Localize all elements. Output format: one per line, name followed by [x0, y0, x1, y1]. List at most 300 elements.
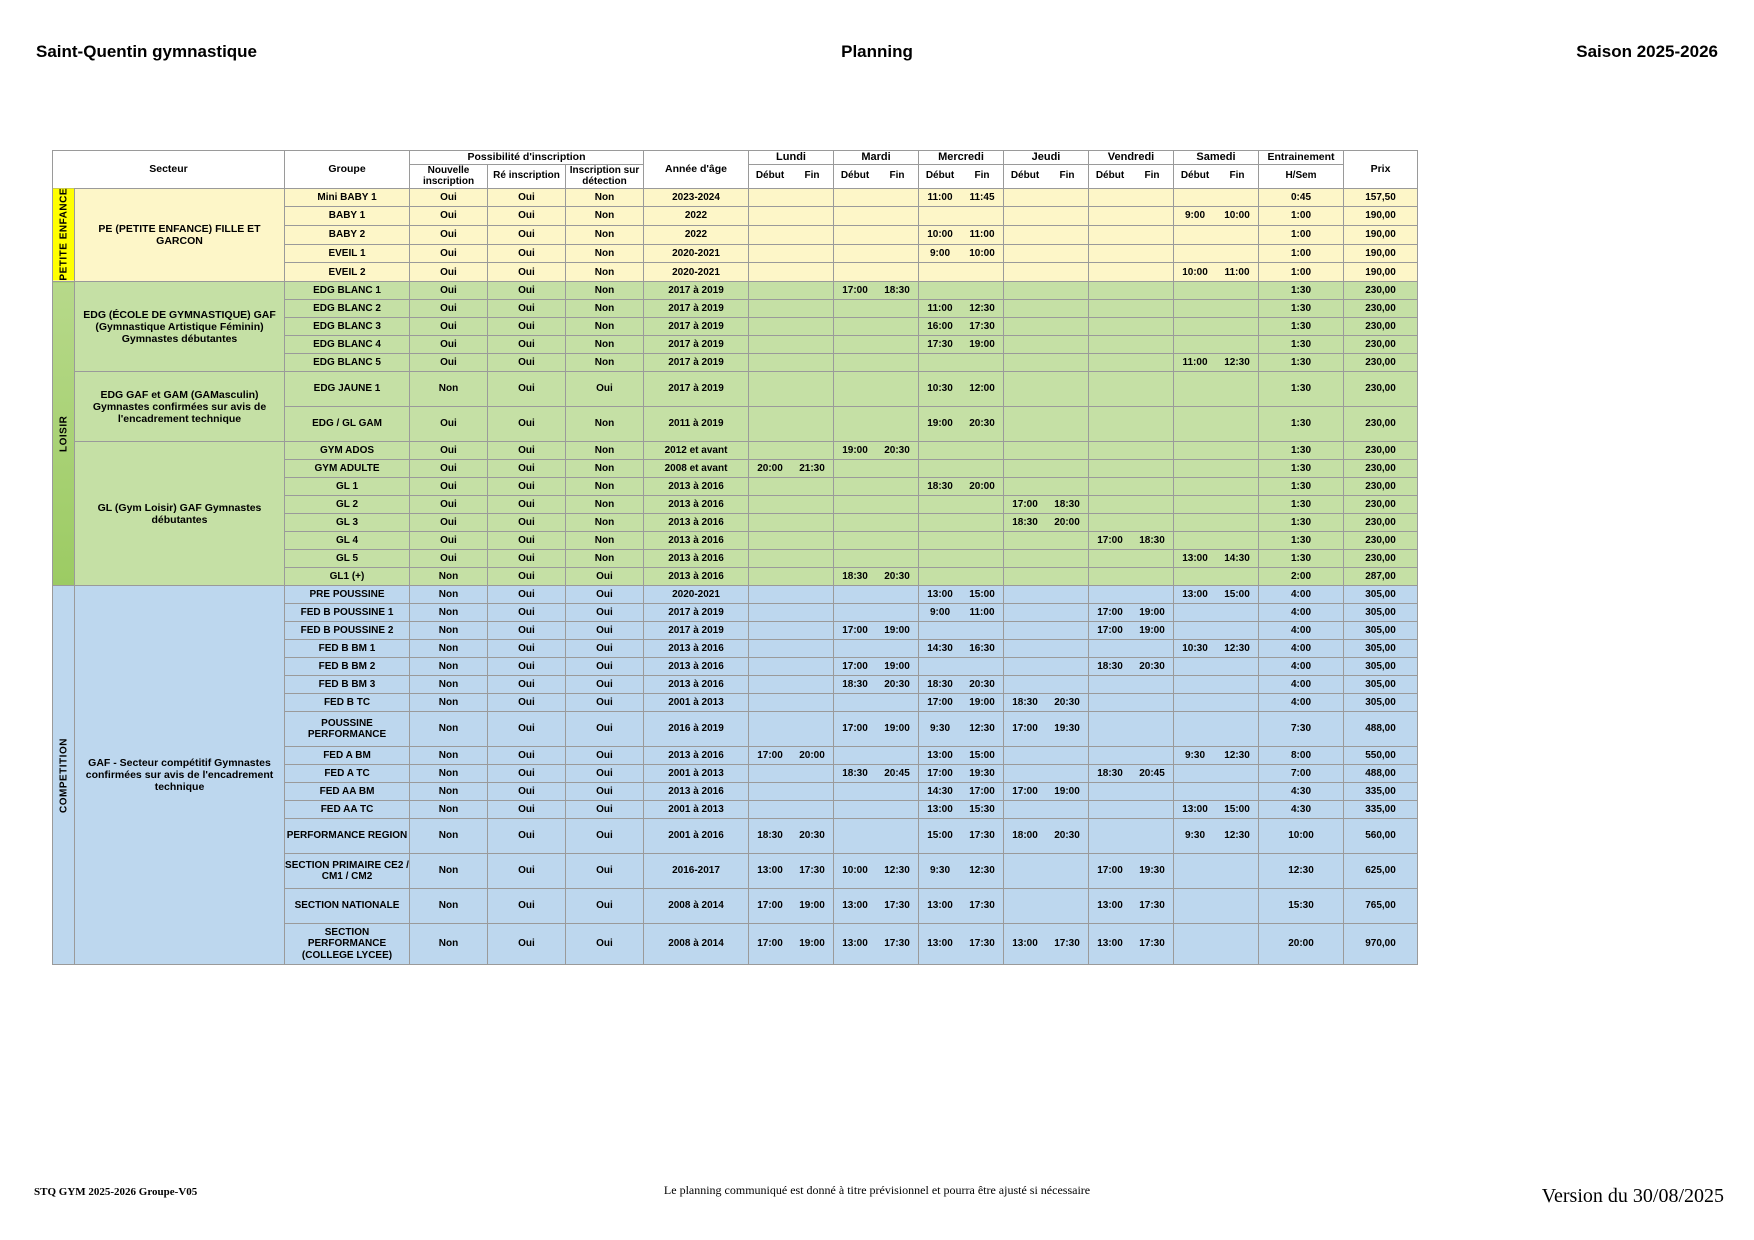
table-row [53, 442, 1418, 460]
slot-samedi [1174, 263, 1259, 282]
nouvelle-inscription-cell: Non [410, 712, 488, 747]
slot-mardi [834, 514, 919, 532]
slot-mercredi [919, 318, 1004, 336]
nouvelle-inscription-cell: Oui [410, 532, 488, 550]
group-name: BABY 2 [285, 226, 410, 245]
slot-start: 17:00 [927, 767, 953, 779]
annee-age-cell: 2001 à 2013 [644, 765, 749, 783]
slot-end: 19:00 [969, 696, 995, 708]
annee-age-cell: 2008 et avant [644, 460, 749, 478]
annee-age-cell: 2011 à 2019 [644, 407, 749, 442]
slot-lundi [749, 783, 834, 801]
slot-mercredi [919, 460, 1004, 478]
slot-start: 17:00 [1097, 534, 1123, 546]
nouvelle-inscription-cell: Non [410, 819, 488, 854]
slot-jeudi [1004, 460, 1089, 478]
group-name: FED B POUSSINE 1 [285, 604, 410, 622]
slot-start: 19:00 [927, 418, 953, 430]
group-name: GL 3 [285, 514, 410, 532]
group-name: FED A BM [285, 747, 410, 765]
group-name: GL 2 [285, 496, 410, 514]
nouvelle-inscription-cell: Oui [410, 496, 488, 514]
slot-mercredi [919, 924, 1004, 965]
slot-lundi [749, 622, 834, 640]
slot-mardi [834, 604, 919, 622]
re-inscription-cell: Oui [488, 819, 566, 854]
inscription-detection-cell: Non [566, 300, 644, 318]
nouvelle-inscription-cell: Oui [410, 407, 488, 442]
re-inscription-cell: Oui [488, 496, 566, 514]
version-label: Version du 30/08/2025 [1541, 1185, 1724, 1207]
table-body [53, 188, 1418, 965]
hours-per-week-cell: 4:30 [1259, 783, 1344, 801]
hours-per-week-cell: 8:00 [1259, 747, 1344, 765]
slot-jeudi [1004, 407, 1089, 442]
slot-lundi [749, 263, 834, 282]
annee-age-cell: 2017 à 2019 [644, 336, 749, 354]
nouvelle-inscription-cell: Oui [410, 282, 488, 300]
group-name: FED A TC [285, 765, 410, 783]
slot-mercredi [919, 819, 1004, 854]
slot-end: 12:30 [1224, 642, 1250, 654]
inscription-detection-cell: Non [566, 354, 644, 372]
slot-jeudi [1004, 604, 1089, 622]
nouvelle-inscription-cell: Non [410, 854, 488, 889]
price-cell: 230,00 [1344, 282, 1418, 300]
slot-end: 12:30 [1224, 356, 1250, 368]
hours-per-week-cell: 2:00 [1259, 568, 1344, 586]
hours-per-week-cell: 1:30 [1259, 532, 1344, 550]
price-cell: 335,00 [1344, 783, 1418, 801]
slot-end: 20:30 [1054, 696, 1080, 708]
slot-start: 13:00 [1182, 552, 1208, 564]
slot-mercredi [919, 604, 1004, 622]
sector-label-edg_blanc: EDG (ÉCOLE DE GYMNASTIQUE) GAF (Gymnastique Artistique Féminin) Gymnastes débutantes [75, 282, 285, 372]
slot-start: 9:00 [1184, 210, 1205, 222]
slot-end: 19:00 [1054, 785, 1080, 797]
price-cell: 550,00 [1344, 747, 1418, 765]
group-name: FED AA BM [285, 783, 410, 801]
slot-jeudi [1004, 712, 1089, 747]
slot-end: 17:30 [969, 900, 995, 912]
slot-mardi [834, 244, 919, 263]
slot-samedi [1174, 658, 1259, 676]
slot-jeudi [1004, 478, 1089, 496]
slot-vendredi [1089, 801, 1174, 819]
slot-lundi [749, 801, 834, 819]
price-cell: 287,00 [1344, 568, 1418, 586]
slot-mardi [834, 568, 919, 586]
nouvelle-inscription-cell: Oui [410, 207, 488, 226]
inscription-detection-cell: Non [566, 496, 644, 514]
slot-end: 11:00 [969, 606, 995, 618]
inscription-detection-cell: Oui [566, 372, 644, 407]
inscription-detection-cell: Oui [566, 640, 644, 658]
nouvelle-inscription-cell: Non [410, 640, 488, 658]
price-cell: 157,50 [1344, 188, 1418, 207]
slot-start: 17:00 [1097, 865, 1123, 877]
slot-vendredi [1089, 676, 1174, 694]
annee-age-cell: 2022 [644, 226, 749, 245]
price-cell: 230,00 [1344, 318, 1418, 336]
hours-per-week-cell: 1:30 [1259, 460, 1344, 478]
slot-mardi [834, 207, 919, 226]
price-cell: 230,00 [1344, 514, 1418, 532]
slot-jeudi [1004, 819, 1089, 854]
slot-lundi [749, 568, 834, 586]
group-name: FED B BM 1 [285, 640, 410, 658]
slot-lundi [749, 407, 834, 442]
slot-jeudi [1004, 336, 1089, 354]
slot-vendredi [1089, 442, 1174, 460]
slot-jeudi [1004, 747, 1089, 765]
annee-age-cell: 2013 à 2016 [644, 640, 749, 658]
slot-mardi [834, 924, 919, 965]
slot-mercredi [919, 188, 1004, 207]
slot-lundi [749, 550, 834, 568]
re-inscription-cell: Oui [488, 765, 566, 783]
slot-samedi [1174, 532, 1259, 550]
slot-end: 19:00 [1139, 606, 1165, 618]
slot-end: 12:30 [969, 865, 995, 877]
slot-mardi [834, 676, 919, 694]
re-inscription-cell: Oui [488, 354, 566, 372]
slot-samedi [1174, 819, 1259, 854]
slot-mercredi [919, 676, 1004, 694]
slot-start: 17:00 [842, 284, 868, 296]
re-inscription-cell: Oui [488, 460, 566, 478]
re-inscription-cell: Oui [488, 478, 566, 496]
slot-samedi [1174, 924, 1259, 965]
slot-vendredi [1089, 568, 1174, 586]
group-name: SECTION PRIMAIRE CE2 / CM1 / CM2 [285, 854, 410, 889]
inscription-detection-cell: Oui [566, 568, 644, 586]
group-name: EDG BLANC 4 [285, 336, 410, 354]
hours-per-week-cell: 0:45 [1259, 188, 1344, 207]
slot-end: 19:00 [799, 900, 825, 912]
slot-start: 17:00 [842, 660, 868, 672]
annee-age-cell: 2001 à 2016 [644, 819, 749, 854]
re-inscription-cell: Oui [488, 747, 566, 765]
annee-age-cell: 2022 [644, 207, 749, 226]
slot-mardi [834, 442, 919, 460]
slot-start: 9:30 [1184, 830, 1205, 842]
hours-per-week-cell: 1:30 [1259, 550, 1344, 568]
slot-mercredi [919, 226, 1004, 245]
slot-samedi [1174, 354, 1259, 372]
slot-end: 20:30 [884, 678, 910, 690]
annee-age-cell: 2020-2021 [644, 244, 749, 263]
slot-mardi [834, 372, 919, 407]
inscription-detection-cell: Non [566, 532, 644, 550]
slot-start: 18:30 [927, 480, 953, 492]
re-inscription-cell: Oui [488, 226, 566, 245]
re-inscription-cell: Oui [488, 188, 566, 207]
slot-end: 15:00 [1224, 803, 1250, 815]
group-name: EVEIL 2 [285, 263, 410, 282]
price-cell: 190,00 [1344, 244, 1418, 263]
slot-mercredi [919, 496, 1004, 514]
slot-lundi [749, 819, 834, 854]
slot-lundi [749, 712, 834, 747]
hours-per-week-cell: 1:00 [1259, 226, 1344, 245]
slot-start: 13:00 [1182, 588, 1208, 600]
inscription-detection-cell: Oui [566, 889, 644, 924]
section-band-loisir: LOISIR [53, 282, 75, 586]
slot-jeudi [1004, 694, 1089, 712]
slot-start: 10:00 [927, 229, 953, 241]
hours-per-week-cell: 10:00 [1259, 819, 1344, 854]
slot-vendredi [1089, 532, 1174, 550]
group-name: GYM ADULTE [285, 460, 410, 478]
hours-per-week-cell: 1:30 [1259, 300, 1344, 318]
slot-mercredi [919, 889, 1004, 924]
annee-age-cell: 2017 à 2019 [644, 318, 749, 336]
slot-start: 13:00 [927, 588, 953, 600]
slot-end: 12:30 [1224, 749, 1250, 761]
slot-end: 19:00 [884, 624, 910, 636]
group-name: FED AA TC [285, 801, 410, 819]
annee-age-cell: 2013 à 2016 [644, 783, 749, 801]
price-cell: 190,00 [1344, 207, 1418, 226]
slot-mercredi [919, 694, 1004, 712]
slot-jeudi [1004, 676, 1089, 694]
slot-lundi [749, 226, 834, 245]
nouvelle-inscription-cell: Non [410, 676, 488, 694]
slot-samedi [1174, 747, 1259, 765]
annee-age-cell: 2013 à 2016 [644, 496, 749, 514]
slot-mardi [834, 407, 919, 442]
slot-mardi [834, 478, 919, 496]
slot-end: 17:30 [969, 938, 995, 950]
slot-lundi [749, 658, 834, 676]
header-lundi-debut-fin: Début Fin [749, 164, 834, 188]
table-row [53, 372, 1418, 407]
inscription-detection-cell: Non [566, 550, 644, 568]
slot-mardi [834, 282, 919, 300]
price-cell: 230,00 [1344, 354, 1418, 372]
slot-lundi [749, 640, 834, 658]
inscription-detection-cell: Oui [566, 924, 644, 965]
annee-age-cell: 2017 à 2019 [644, 354, 749, 372]
slot-samedi [1174, 712, 1259, 747]
slot-mardi [834, 801, 919, 819]
slot-vendredi [1089, 694, 1174, 712]
slot-mardi [834, 300, 919, 318]
header-groupe: Groupe [285, 151, 410, 189]
slot-start: 17:00 [842, 624, 868, 636]
slot-vendredi [1089, 460, 1174, 478]
slot-end: 17:30 [884, 938, 910, 950]
slot-vendredi [1089, 354, 1174, 372]
slot-mercredi [919, 336, 1004, 354]
slot-start: 18:30 [927, 678, 953, 690]
slot-end: 17:30 [799, 865, 825, 877]
nouvelle-inscription-cell: Non [410, 658, 488, 676]
inscription-detection-cell: Non [566, 263, 644, 282]
slot-vendredi [1089, 658, 1174, 676]
annee-age-cell: 2001 à 2013 [644, 694, 749, 712]
re-inscription-cell: Oui [488, 514, 566, 532]
slot-lundi [749, 478, 834, 496]
slot-jeudi [1004, 496, 1089, 514]
slot-end: 12:30 [969, 723, 995, 735]
slot-end: 19:00 [799, 938, 825, 950]
slot-jeudi [1004, 586, 1089, 604]
slot-start: 17:00 [1097, 624, 1123, 636]
sector-label-pe: PE (PETITE ENFANCE) FILLE ET GARCON [75, 188, 285, 282]
nouvelle-inscription-cell: Non [410, 568, 488, 586]
slot-samedi [1174, 640, 1259, 658]
header-prix: Prix [1344, 151, 1418, 189]
slot-end: 18:30 [1054, 498, 1080, 510]
slot-end: 14:30 [1224, 552, 1250, 564]
slot-end: 10:00 [969, 247, 995, 259]
price-cell: 560,00 [1344, 819, 1418, 854]
group-name: BABY 1 [285, 207, 410, 226]
group-name: EVEIL 1 [285, 244, 410, 263]
hours-per-week-cell: 1:30 [1259, 354, 1344, 372]
slot-mardi [834, 188, 919, 207]
slot-mercredi [919, 532, 1004, 550]
hours-per-week-cell: 1:30 [1259, 514, 1344, 532]
slot-start: 17:00 [1012, 723, 1038, 735]
hours-per-week-cell: 1:30 [1259, 282, 1344, 300]
slot-lundi [749, 442, 834, 460]
header-jeudi: Jeudi [1004, 151, 1089, 165]
slot-start: 9:30 [1184, 749, 1205, 761]
slot-end: 21:30 [799, 462, 825, 474]
re-inscription-cell: Oui [488, 604, 566, 622]
slot-vendredi [1089, 226, 1174, 245]
slot-end: 18:30 [1139, 534, 1165, 546]
nouvelle-inscription-cell: Oui [410, 550, 488, 568]
slot-lundi [749, 188, 834, 207]
slot-mercredi [919, 658, 1004, 676]
document-reference: STQ GYM 2025-2026 Groupe-V05 [34, 1186, 198, 1198]
hours-per-week-cell: 7:30 [1259, 712, 1344, 747]
inscription-detection-cell: Non [566, 226, 644, 245]
group-name: Mini BABY 1 [285, 188, 410, 207]
slot-start: 17:00 [757, 938, 783, 950]
slot-mardi [834, 318, 919, 336]
price-cell: 230,00 [1344, 496, 1418, 514]
slot-mardi [834, 354, 919, 372]
slot-start: 18:30 [842, 767, 868, 779]
price-cell: 305,00 [1344, 640, 1418, 658]
slot-vendredi [1089, 712, 1174, 747]
slot-mercredi [919, 801, 1004, 819]
slot-start: 13:00 [757, 865, 783, 877]
header-hsem: H/Sem [1259, 164, 1344, 188]
price-cell: 230,00 [1344, 460, 1418, 478]
nouvelle-inscription-cell: Oui [410, 300, 488, 318]
group-name: POUSSINE PERFORMANCE [285, 712, 410, 747]
annee-age-cell: 2017 à 2019 [644, 300, 749, 318]
hours-per-week-cell: 1:30 [1259, 336, 1344, 354]
price-cell: 230,00 [1344, 336, 1418, 354]
slot-mercredi [919, 263, 1004, 282]
group-name: SECTION PERFORMANCE (COLLEGE LYCEE) [285, 924, 410, 965]
slot-end: 12:30 [1224, 830, 1250, 842]
slot-jeudi [1004, 300, 1089, 318]
slot-lundi [749, 924, 834, 965]
inscription-detection-cell: Non [566, 188, 644, 207]
header-lundi: Lundi [749, 151, 834, 165]
slot-start: 14:30 [927, 642, 953, 654]
slot-samedi [1174, 765, 1259, 783]
table-row [53, 188, 1418, 207]
annee-age-cell: 2017 à 2019 [644, 604, 749, 622]
hours-per-week-cell: 4:00 [1259, 586, 1344, 604]
slot-mercredi [919, 854, 1004, 889]
hours-per-week-cell: 20:00 [1259, 924, 1344, 965]
slot-mercredi [919, 442, 1004, 460]
re-inscription-cell: Oui [488, 924, 566, 965]
slot-samedi [1174, 694, 1259, 712]
slot-jeudi [1004, 188, 1089, 207]
group-name: EDG BLANC 3 [285, 318, 410, 336]
planning-table-container [52, 150, 1418, 965]
price-cell: 190,00 [1344, 263, 1418, 282]
re-inscription-cell: Oui [488, 889, 566, 924]
slot-samedi [1174, 854, 1259, 889]
slot-jeudi [1004, 532, 1089, 550]
hours-per-week-cell: 4:00 [1259, 640, 1344, 658]
hours-per-week-cell: 4:00 [1259, 658, 1344, 676]
inscription-detection-cell: Non [566, 478, 644, 496]
group-name: GL1 (+) [285, 568, 410, 586]
hours-per-week-cell: 1:30 [1259, 407, 1344, 442]
slot-vendredi [1089, 207, 1174, 226]
nouvelle-inscription-cell: Non [410, 604, 488, 622]
slot-samedi [1174, 889, 1259, 924]
slot-lundi [749, 765, 834, 783]
nouvelle-inscription-cell: Oui [410, 244, 488, 263]
slot-samedi [1174, 496, 1259, 514]
header-nouvelle-inscription: Nouvelle inscription [410, 164, 488, 188]
nouvelle-inscription-cell: Non [410, 372, 488, 407]
slot-end: 11:45 [969, 191, 995, 203]
slot-start: 11:00 [927, 302, 953, 314]
slot-start: 9:30 [929, 723, 950, 735]
group-name: GL 5 [285, 550, 410, 568]
slot-vendredi [1089, 604, 1174, 622]
slot-start: 19:00 [842, 444, 868, 456]
re-inscription-cell: Oui [488, 854, 566, 889]
price-cell: 970,00 [1344, 924, 1418, 965]
slot-end: 20:00 [1054, 516, 1080, 528]
slot-lundi [749, 854, 834, 889]
nouvelle-inscription-cell: Oui [410, 263, 488, 282]
slot-end: 20:30 [799, 830, 825, 842]
slot-start: 18:30 [1097, 660, 1123, 672]
hours-per-week-cell: 1:00 [1259, 244, 1344, 263]
annee-age-cell: 2020-2021 [644, 263, 749, 282]
slot-mardi [834, 854, 919, 889]
slot-jeudi [1004, 318, 1089, 336]
slot-end: 17:00 [969, 785, 995, 797]
slot-start: 17:00 [1097, 606, 1123, 618]
slot-end: 19:00 [1139, 624, 1165, 636]
re-inscription-cell: Oui [488, 407, 566, 442]
slot-vendredi [1089, 550, 1174, 568]
slot-vendredi [1089, 282, 1174, 300]
slot-samedi [1174, 604, 1259, 622]
slot-end: 15:00 [969, 588, 995, 600]
slot-end: 17:30 [1054, 938, 1080, 950]
slot-lundi [749, 460, 834, 478]
